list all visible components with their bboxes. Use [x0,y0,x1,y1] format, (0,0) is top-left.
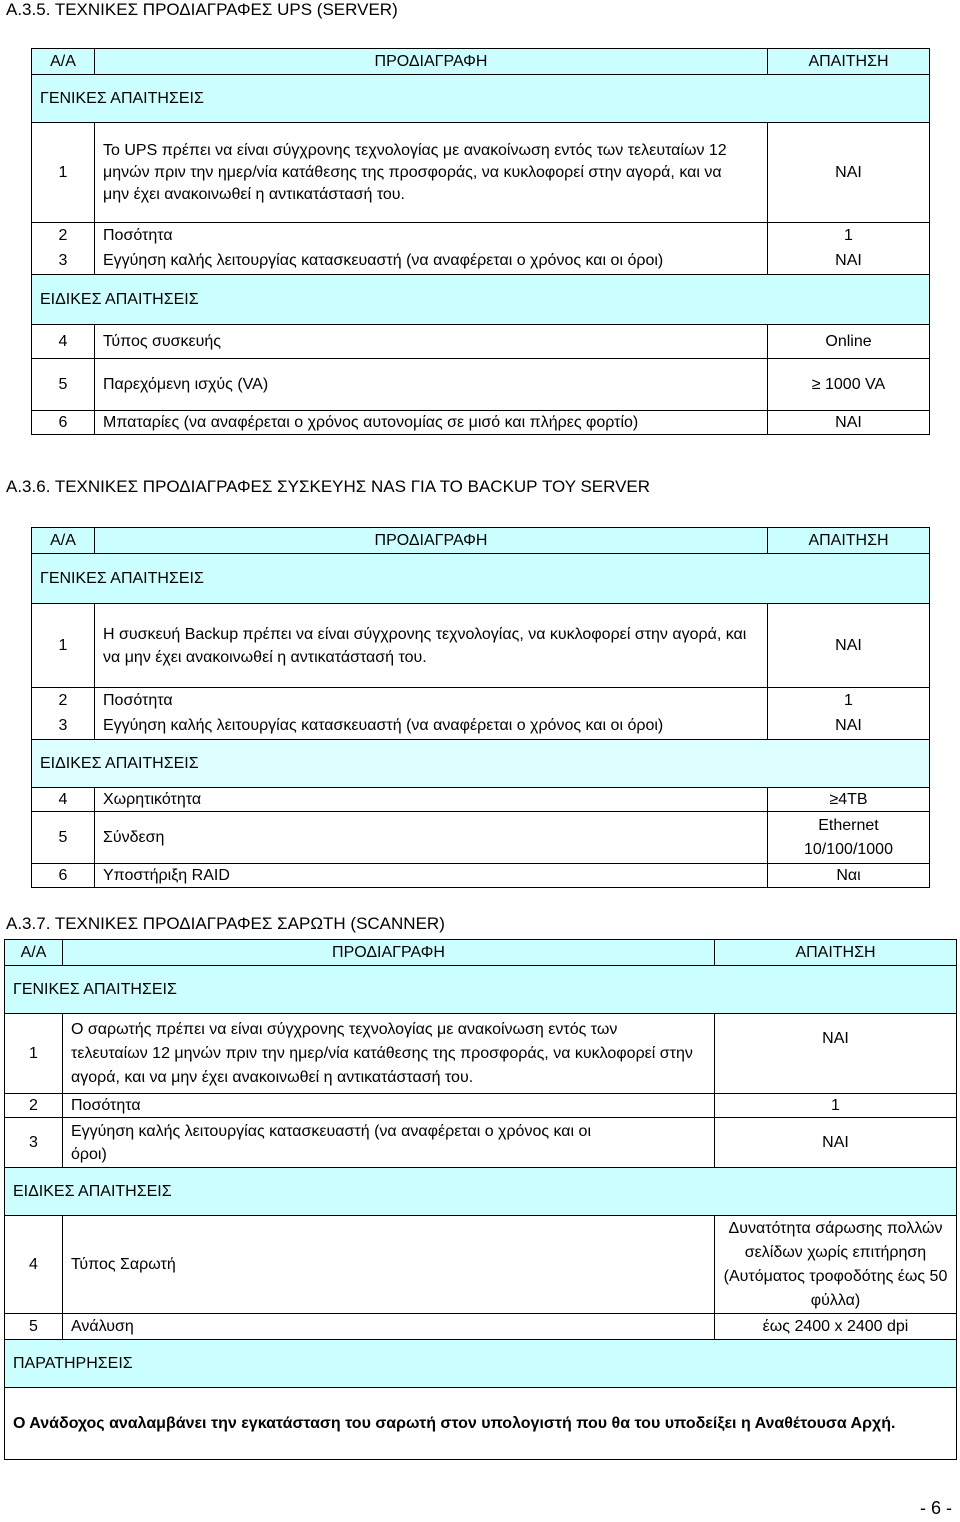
row-spec: Τύπος Σαρωτή [63,1216,715,1314]
row-number: 2 [32,223,95,249]
row-req: Ethernet 10/100/1000 [768,812,930,864]
row-number: 6 [32,411,95,435]
row-req: έως 2400 x 2400 dpi [715,1314,957,1340]
row-spec: Εγγύηση καλής λειτουργίας κατασκευαστή (να αναφέρεται ο χρόνος και οι όροι) [95,714,768,740]
row-spec: Μπαταρίες (να αναφέρεται ο χρόνος αυτονομίας σε μισό και πλήρες φορτίο) [95,411,768,435]
row-spec: Εγγύηση καλής λειτουργίας κατασκευαστή (να αναφέρεται ο χρόνος και οι όροι) [63,1118,715,1168]
row-number: 5 [32,812,95,864]
row-req: ΝΑΙ [715,1014,957,1094]
row-req: 1 [715,1094,957,1118]
row-req: 1 [768,688,930,714]
page-number: - 6 - [919,1498,952,1518]
row-req: ΝΑΙ [768,604,930,688]
section-special [5,1168,957,1216]
table-row [32,714,930,740]
row-req: Online [768,325,930,359]
table-header [32,528,930,554]
row-number: 3 [32,714,95,740]
row-number: 1 [32,123,95,223]
col-req-header: ΑΠΑΙΤΗΣΗ [715,940,957,966]
row-spec: Ο σαρωτής πρέπει να είναι σύγχρονης τεχνολογίας με ανακοίνωση εντός των τελευταίων 12 μηνών πριν την ημερ/νία κατάθεσης της προσφοράς, να κυκλοφορεί στην αγορά, και να μην έχει ανακοινωθεί η αντικατάστασή του. [63,1014,715,1094]
section-label: ΕΙΔΙΚΕΣ ΑΠΑΙΤΗΣΕΙΣ [5,1168,957,1216]
row-spec: Ποσότητα [95,223,768,249]
row-number: 1 [32,604,95,688]
section-label: ΓΕΝΙΚΕΣ ΑΠΑΙΤΗΣΕΙΣ [5,966,957,1014]
nas-spec-table [31,527,930,888]
table-row [32,325,930,359]
row-spec: Χωρητικότητα [95,788,768,812]
table-row [5,1118,957,1168]
table-row [32,812,930,864]
row-spec: Ανάλυση [63,1314,715,1340]
section-general [5,966,957,1014]
row-number: 5 [32,359,95,411]
row-number: 1 [5,1014,63,1094]
section-label: ΕΙΔΙΚΕΣ ΑΠΑΙΤΗΣΕΙΣ [32,275,930,325]
row-number: 3 [32,249,95,275]
col-spec-header: ΠΡΟΔΙΑΓΡΑΦΗ [63,940,715,966]
row-number: 2 [32,688,95,714]
table-row [32,359,930,411]
col-aa-header: Α/Α [5,940,63,966]
row-req: ≥ 1000 VA [768,359,930,411]
row-number: 4 [5,1216,63,1314]
section-title-scanner: Α.3.7. ΤΕΧΝΙΚΕΣ ΠΡΟΔΙΑΓΡΑΦΕΣ ΣΑΡΩΤΗ (SCANNER) [6,914,445,933]
row-spec: Η συσκευή Backup πρέπει να είναι σύγχρονης τεχνολογίας, να κυκλοφορεί στην αγορά, και να μην έχει ανακοινωθεί η αντικατάστασή του. [95,604,768,688]
row-spec: Ποσότητα [63,1094,715,1118]
col-spec-header: ΠΡΟΔΙΑΓΡΑΦΗ [95,49,768,75]
table-row [32,411,930,435]
table-row [5,1094,957,1118]
row-spec: Τύπος συσκευής [95,325,768,359]
section-general [32,554,930,604]
col-req-header: ΑΠΑΙΤΗΣΗ [768,49,930,75]
row-req: ΝΑΙ [768,411,930,435]
section-notes [5,1340,957,1388]
row-req: 1 [768,223,930,249]
ups-spec-table [31,48,930,435]
section-general [32,75,930,123]
row-number: 2 [5,1094,63,1118]
row-spec: Σύνδεση [95,812,768,864]
table-row [32,249,930,275]
row-number: 3 [5,1118,63,1168]
table-row [32,688,930,714]
row-spec: Εγγύηση καλής λειτουργίας κατασκευαστή (να αναφέρεται ο χρόνος και οι όροι) [95,249,768,275]
table-row [5,1014,957,1094]
table-row [32,123,930,223]
row-number: 4 [32,788,95,812]
section-special [32,740,930,788]
table-row [5,1216,957,1314]
section-special [32,275,930,325]
col-aa-header: Α/Α [32,528,95,554]
section-label: ΓΕΝΙΚΕΣ ΑΠΑΙΤΗΣΕΙΣ [32,75,930,123]
section-label: ΓΕΝΙΚΕΣ ΑΠΑΙΤΗΣΕΙΣ [32,554,930,604]
table-row [32,864,930,888]
row-spec: Το UPS πρέπει να είναι σύγχρονης τεχνολογίας με ανακοίνωση εντός των τελευταίων 12 μηνών πριν την ημερ/νία κατάθεσης της προσφοράς, να κυκλοφορεί στην αγορά, και να μην έχει ανακοινωθεί η αντικατάστασή του. [95,123,768,223]
row-req: ΝΑΙ [768,249,930,275]
row-req: ≥4TB [768,788,930,812]
row-number: 4 [32,325,95,359]
row-number: 5 [5,1314,63,1340]
table-header [5,940,957,966]
section-title-nas: Α.3.6. ΤΕΧΝΙΚΕΣ ΠΡΟΔΙΑΓΡΑΦΕΣ ΣΥΣΚΕΥΗΣ NAS ΓΙΑ ΤΟ BACKUP ΤΟΥ SERVER [6,477,651,496]
row-req: ΝΑΙ [768,714,930,740]
notes-row [5,1388,957,1460]
col-aa-header: Α/Α [32,49,95,75]
table-row [32,788,930,812]
row-req: ΝΑΙ [768,123,930,223]
scanner-spec-table [4,939,957,1460]
table-row [5,1314,957,1340]
col-req-header: ΑΠΑΙΤΗΣΗ [768,528,930,554]
table-row [32,604,930,688]
row-spec: Παρεχόμενη ισχύς (VA) [95,359,768,411]
section-label: ΕΙΔΙΚΕΣ ΑΠΑΙΤΗΣΕΙΣ [32,740,930,788]
row-req: ΝΑΙ [715,1118,957,1168]
section-title-ups: Α.3.5. ΤΕΧΝΙΚΕΣ ΠΡΟΔΙΑΓΡΑΦΕΣ UPS (SERVER) [6,0,398,19]
section-label: ΠΑΡΑΤΗΡΗΣΕΙΣ [5,1340,957,1388]
row-req: Ναι [768,864,930,888]
row-number: 6 [32,864,95,888]
notes-text: Ο Ανάδοχος αναλαμβάνει την εγκατάσταση του σαρωτή στον υπολογιστή που θα του υποδείξει η Αναθέτουσα Αρχή. [5,1388,957,1460]
row-spec: Ποσότητα [95,688,768,714]
table-row [32,223,930,249]
row-spec: Υποστήριξη RAID [95,864,768,888]
col-spec-header: ΠΡΟΔΙΑΓΡΑΦΗ [95,528,768,554]
table-header [32,49,930,75]
row-req: Δυνατότητα σάρωσης πολλών σελίδων χωρίς επιτήρηση (Αυτόματος τροφοδότης έως 50 φύλλα) [715,1216,957,1314]
